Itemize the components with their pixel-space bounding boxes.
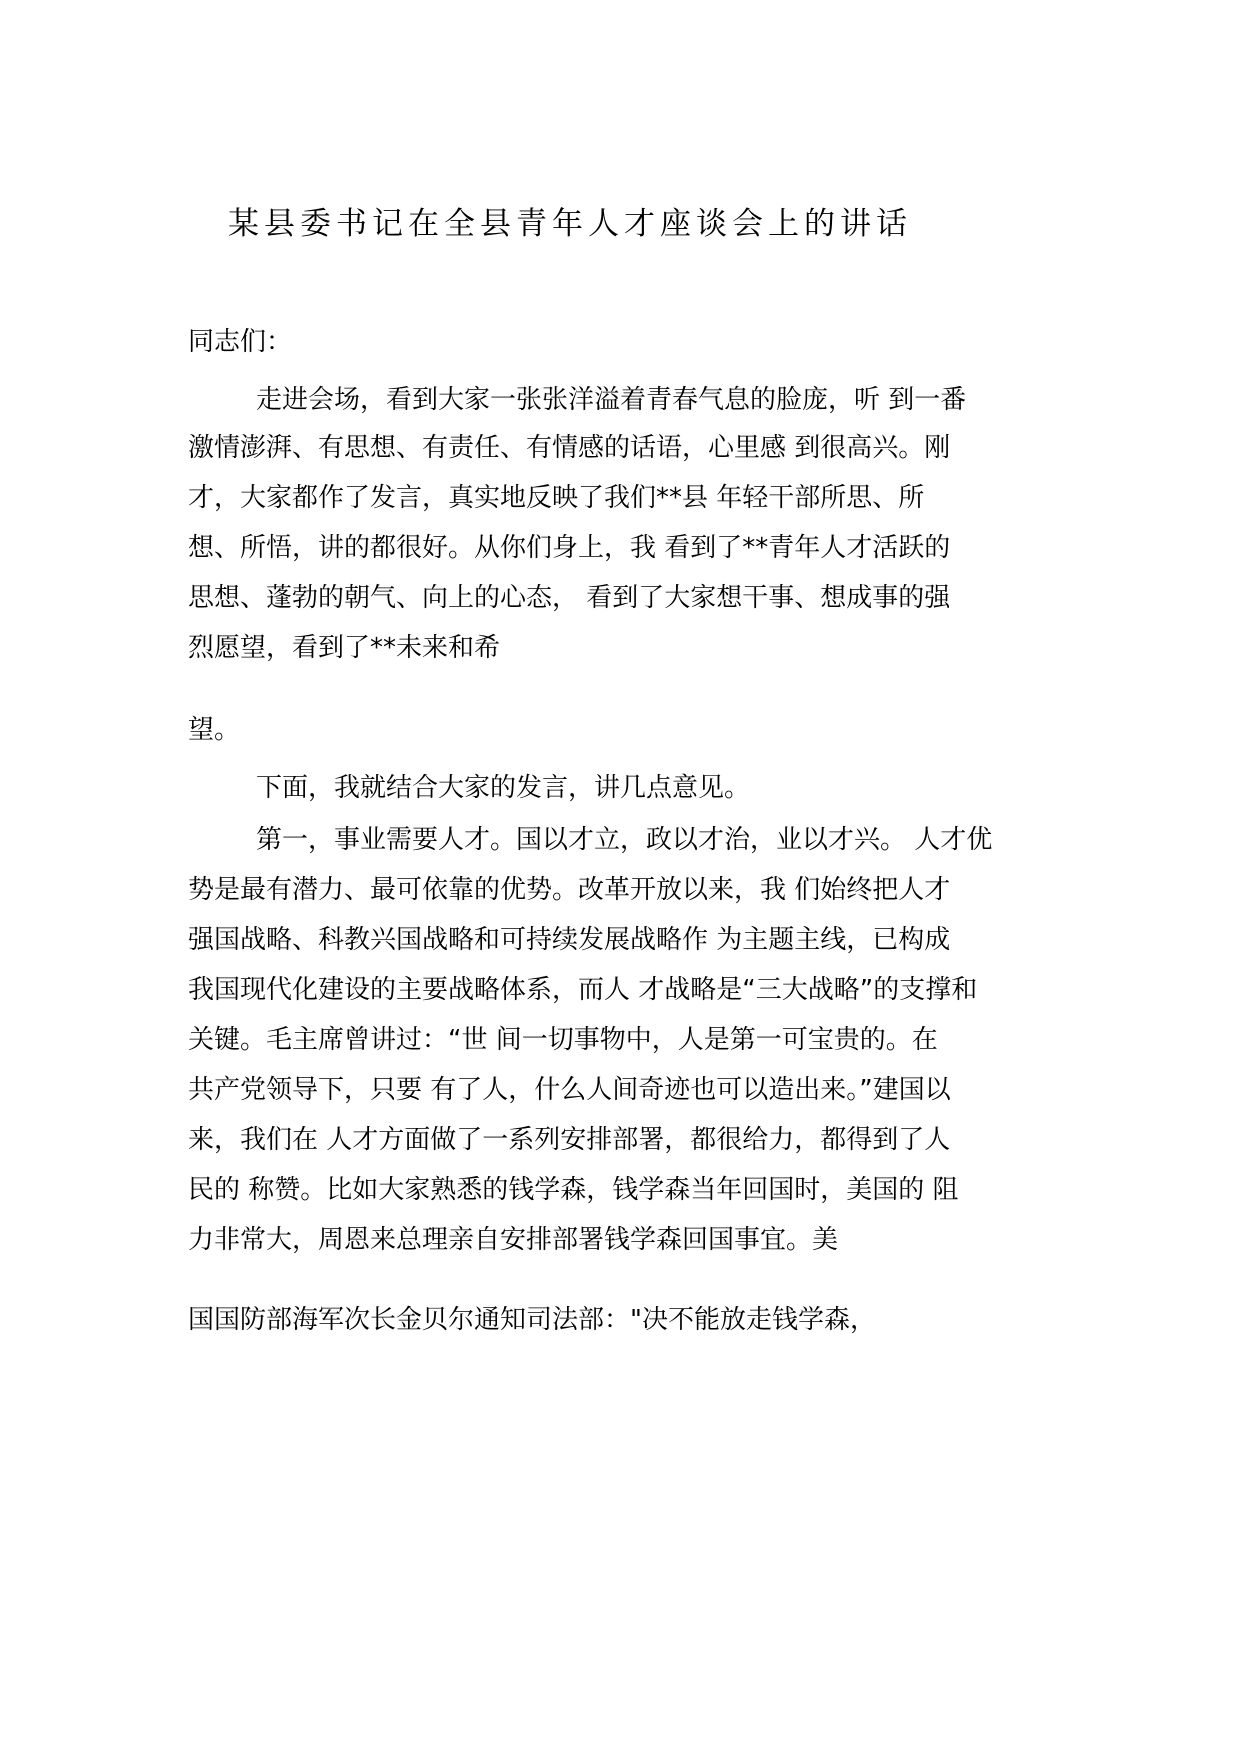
body-line: 我国现代化建设的主要战略体系，而人 才战略是“三大战略”的支撑和 (188, 975, 978, 1005)
body-line: 激情澎湃、有思想、有责任、有情感的话语，心里感 到很高兴。刚 (188, 433, 951, 463)
body-line: 思想、蓬勃的朝气、向上的心态， 看到了大家想干事、想成事的强 (188, 583, 951, 613)
body-line: 共产党领导下，只要 有了人，什么人间奇迹也可以造出来。”建国以 (188, 1075, 951, 1105)
body-line: 势是最有潜力、最可依靠的优势。改革开放以来，我 们始终把人才 (188, 875, 951, 905)
body-line: 望。 (188, 715, 241, 745)
body-line: 国国防部海军次长金贝尔通知司法部："决不能放走钱学森， (188, 1305, 876, 1335)
body-line: 下面，我就结合大家的发言，讲几点意见。 (256, 773, 751, 803)
body-line: 走进会场，看到大家一张张洋溢着青春气息的脸庞，听 到一番 (256, 385, 967, 415)
body-line: 关键。毛主席曾讲过：“世 间一切事物中，人是第一可宝贵的。在 (188, 1025, 938, 1055)
body-line: 民的 称赞。比如大家熟悉的钱学森，钱学森当年回国时，美国的 阻 (188, 1175, 959, 1205)
body-line: 力非常大，周恩来总理亲自安排部署钱学森回国事宜。美 (188, 1225, 839, 1255)
document-title: 某县委书记在全县青年人才座谈会上的讲话 (228, 206, 912, 242)
body-line: 才，大家都作了发言，真实地反映了我们**县 年轻干部所思、所 (188, 483, 925, 513)
salutation: 同志们： (188, 327, 293, 357)
body-line: 想、所悟，讲的都很好。从你们身上，我 看到了**青年人才活跃的 (188, 533, 951, 563)
body-line: 强国战略、科教兴国战略和可持续发展战略作 为主题主线，已构成 (188, 925, 951, 955)
body-line: 第一，事业需要人才。国以才立，政以才治，业以才兴。 人才优 (256, 825, 993, 855)
body-line: 来，我们在 人才方面做了一系列安排部署，都很给力，都得到了人 (188, 1125, 951, 1155)
body-line: 烈愿望，看到了**未来和希 (188, 633, 501, 663)
